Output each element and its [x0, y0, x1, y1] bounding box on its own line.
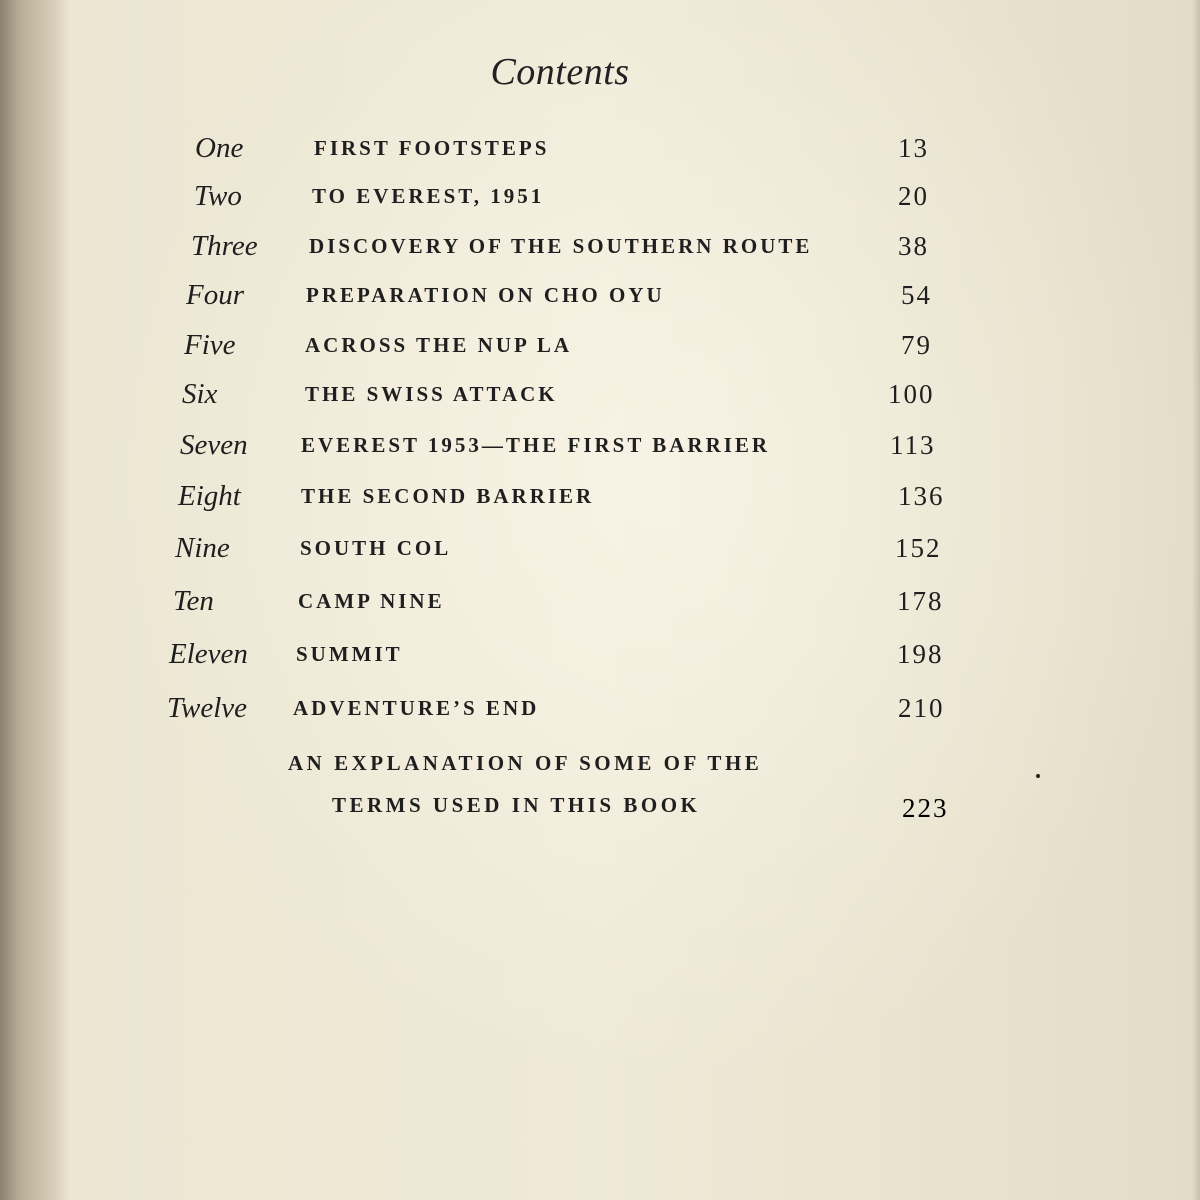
chapter-number: Seven: [180, 429, 248, 461]
appendix-title-line-2: TERMS USED IN THIS BOOK: [332, 793, 701, 817]
chapter-number: Five: [184, 329, 236, 361]
chapter-title: FIRST FOOTSTEPS: [314, 136, 550, 160]
chapter-number: Six: [182, 378, 218, 410]
toc-entry: [0, 528, 1200, 568]
chapter-title: TO EVEREST, 1951: [312, 184, 545, 208]
chapter-page-number: 210: [898, 693, 945, 723]
toc-entry: [0, 374, 1200, 414]
toc-entry: [0, 275, 1200, 315]
toc-entry: [0, 476, 1200, 516]
toc-entry: [0, 176, 1200, 216]
chapter-number: Eleven: [169, 638, 248, 670]
appendix-title-line-1: AN EXPLANATION OF SOME OF THE: [288, 751, 763, 775]
toc-entry: [0, 688, 1200, 728]
chapter-title: CAMP NINE: [298, 589, 445, 613]
chapter-page-number: 20: [898, 181, 929, 211]
toc-entry: [0, 226, 1200, 266]
chapter-title: DISCOVERY OF THE SOUTHERN ROUTE: [309, 234, 813, 258]
chapter-title: EVEREST 1953—THE FIRST BARRIER: [301, 433, 771, 457]
chapter-page-number: 13: [898, 133, 929, 163]
chapter-title: THE SWISS ATTACK: [305, 382, 558, 406]
chapter-number: Ten: [173, 585, 214, 617]
chapter-page-number: 79: [901, 330, 932, 360]
toc-entry: [0, 325, 1200, 365]
chapter-page-number: 54: [901, 280, 932, 310]
chapter-number: Four: [186, 279, 244, 311]
toc-entry: [0, 634, 1200, 674]
chapter-title: ADVENTURE’S END: [293, 696, 540, 720]
page-title: Contents: [490, 51, 630, 93]
chapter-page-number: 178: [897, 586, 944, 616]
chapter-title: SUMMIT: [296, 642, 403, 666]
chapter-page-number: 198: [897, 639, 944, 669]
chapter-number: Twelve: [167, 692, 247, 724]
chapter-number: Three: [191, 230, 258, 262]
appendix-page-number: 223: [902, 793, 949, 823]
chapter-page-number: 38: [898, 231, 929, 261]
chapter-title: THE SECOND BARRIER: [301, 484, 595, 508]
chapter-page-number: 100: [888, 379, 935, 409]
paper-speck: [1036, 774, 1040, 778]
toc-entry: [0, 581, 1200, 621]
toc-entry: [0, 425, 1200, 465]
chapter-page-number: 152: [895, 533, 942, 563]
chapter-number: One: [195, 132, 244, 164]
chapter-page-number: 113: [890, 430, 936, 460]
chapter-number: Two: [194, 180, 242, 212]
chapter-title: PREPARATION ON CHO OYU: [306, 283, 665, 307]
toc-entry: [0, 128, 1200, 168]
chapter-title: SOUTH COL: [300, 536, 452, 560]
chapter-number: Eight: [178, 480, 241, 512]
chapter-page-number: 136: [898, 481, 945, 511]
chapter-title: ACROSS THE NUP LA: [305, 333, 573, 357]
chapter-number: Nine: [175, 532, 230, 564]
